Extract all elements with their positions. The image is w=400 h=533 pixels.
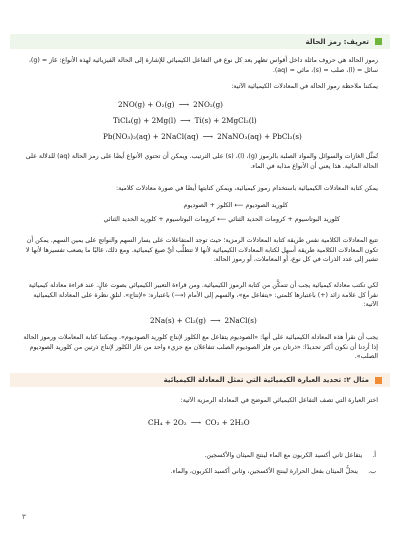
sodium-text: يجب أن نقرأ هذه المعادلة الكيميائية على أنها: «الصوديوم يتفاعل مع الكلور لإنتاج كلوريد الصوديوم». ويمكننا كتابة المعاملات ورموز الحالة إذا أردنا أن نكون أكثر تحديدًا: «ذرتان من فلز الصوديوم الصلب تتفاعلان مع جزيء واحد من غاز الكلور لإنتاج ذرتين من كلوريد الصوديوم الصلب». xyxy=(23,334,378,361)
methane-equation-left: CH₄ + 2O₂ xyxy=(148,418,187,427)
states-text: تُمثِّل الغازات والسوائل والمواد الصلبة بالرموز (g)، (l)، (s) على الترتيب. ويمكن أن تحتوي الأنواع أيضًا على رمز الحالة (aq) للدلالة على الحالة المائية. هذا يعني أن الأنواع مذابة في الماء. xyxy=(25,153,378,170)
example-title: مثال ٢: تحديد العبارة الكيميائية التي تمثل المعادلة الكيميائية xyxy=(163,376,369,384)
option-a[interactable] xyxy=(204,452,376,459)
page-number: ٣ xyxy=(22,513,26,521)
equation-2-right: Ti(s) + 2MgCl₂(l) xyxy=(194,116,257,125)
example-question: اختر العبارة التي تصف التفاعل الكيميائي الموضح في المعادلة الرمزية الآتية: xyxy=(180,397,378,404)
methane-equation-right: CO₂ + 2H₂O xyxy=(205,418,250,427)
word-equation-1: كلوريد الصوديوم ⟵ الكلور + الصوديوم xyxy=(183,202,288,209)
equation-3 xyxy=(103,132,302,141)
equation-2 xyxy=(113,116,257,125)
option-a-text: يتفاعل ثاني أكسيد الكربون مع الماء لينتج الميثان والأكسجين. xyxy=(204,452,363,459)
equation-1 xyxy=(118,100,223,109)
equation-3-right: 2NaNO₃(aq) + PbCl₂(s) xyxy=(217,132,302,141)
follow-text: تتبع المعادلات الكلامية نفس طريقة كتابة المعادلات الرمزية؛ حيث توجد المتفاعلات على يسار السهم والنواتج على يمين السهم. يمكن أن تكون المعادلات الكلامية طريقة أسهل لكتابة المعادلات الكيميائية لأنها لا تتطلَّب أيَّ صيغ كيميائية. ومع ذلك، غالبًا ما يصعب تفسيرها لأنها لا تشير إلى عدد الذرات في كل نوع، أو المعاملات، أو رموز الحالة. xyxy=(25,237,378,264)
read-text: لكي تكتب معادلة كيميائية يجب أن تتمكَّن من كتابة الرموز الكيميائية. ومن قراءة التعبير الكيميائي بصوت عالٍ. عند قراءة معادلة كيميائية نقرأ كل علامة زائد (+) باعتبارها كلمتي: «يتفاعل مع»، والسهم إلى الأمام (⟶) باعتباره: «لإنتاج». لنلقِ نظرة على المعادلة الكيميائية الآتية: xyxy=(28,282,378,309)
arrow-icon: ⟶ xyxy=(210,316,221,325)
equation-3-left: Pb(NO₃)₂(aq) + 2NaCl(aq) xyxy=(103,132,199,141)
equation-1-right: 2NO₂(g) xyxy=(193,100,223,109)
orange-square-icon xyxy=(375,377,382,384)
option-b[interactable] xyxy=(171,468,376,475)
definition-header xyxy=(10,34,390,49)
word-intro: يمكن كتابة المعادلات الكيميائية باستخدام رموز كيميائية، ويمكن كتابتها أيضًا في صورة معادلات كلامية: xyxy=(116,185,378,192)
arrow-icon: ⟶ xyxy=(202,132,213,141)
green-square-icon xyxy=(375,38,382,45)
sodium-equation-left: 2Na(s) + Cl₂(g) xyxy=(150,316,206,325)
option-b-label: ب. xyxy=(368,468,376,475)
option-b-text: ينحلُّ الميثان بفعل الحرارة لينتج الأكسجين، وثاني أكسيد الكربون، والماء. xyxy=(170,468,359,475)
sodium-equation xyxy=(150,316,257,325)
sodium-equation-right: 2NaCl(s) xyxy=(224,316,257,325)
word-equation-2: كلوريد البوتاسيوم + كرومات الحديد الثنائي ⟵ كرومات البوتاسيوم + كلوريد الحديد الثنائي xyxy=(103,216,340,223)
example-header xyxy=(10,373,390,387)
arrow-icon: ⟶ xyxy=(180,116,191,125)
arrow-icon: ⟶ xyxy=(190,418,202,427)
equation-2-left: TiCl₄(g) + 2Mg(l) xyxy=(113,116,177,125)
observe-intro: يمكننا ملاحظة رموز الحالة في المعادلات الكيميائية الآتية: xyxy=(231,83,378,90)
option-a-label: أ. xyxy=(372,452,376,459)
methane-equation xyxy=(148,418,250,427)
definition-title: تعريف: رمز الحالة xyxy=(305,37,369,46)
equation-1-left: 2NO(g) + O₂(g) xyxy=(118,100,175,109)
definition-text: رموز الحالة هي حروف ماثلة داخل أقواس تظهر بعد كل نوع في التفاعل الكيميائي للإشارة إلى الحالة الفيزيائية لهذه الأنواع: غاز = (g)، سائل = (l)، صلب = (s)، مائي = (aq). xyxy=(28,57,378,74)
arrow-icon: ⟶ xyxy=(178,100,189,109)
